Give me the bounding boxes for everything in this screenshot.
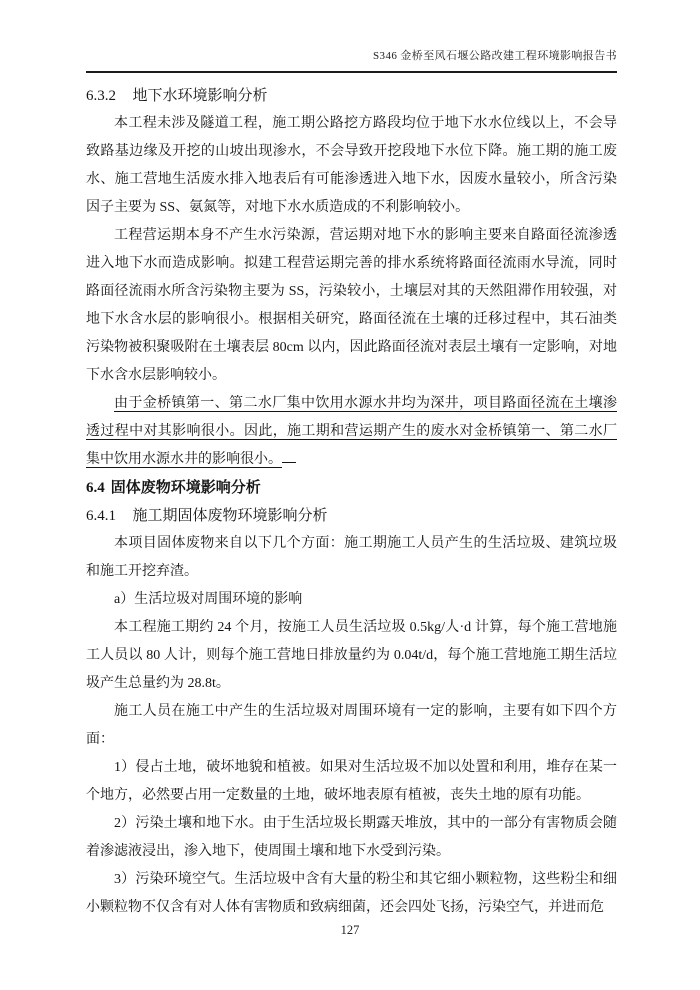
para-impact-intro: 施工人员在施工中产生的生活垃圾对周围环境有一定的影响，主要有如下四个方面： <box>86 704 617 747</box>
section-number: 6.4 <box>86 480 105 496</box>
para-solid-waste-sources: 本项目固体废物来自以下几个方面：施工期施工人员产生的生活垃圾、建筑垃圾和施工开挖弃渣。 <box>86 536 617 579</box>
running-header: S346 金桥至风石堰公路改建工程环境影响报告书 <box>373 50 617 62</box>
page-number: 127 <box>340 923 360 937</box>
section-title: 地下水环境影响分析 <box>132 88 268 104</box>
section-heading-6-4-1 <box>86 502 617 530</box>
para-domestic-waste-heading: a）生活垃圾对周围环境的影响 <box>114 592 303 607</box>
section-heading-6-3-2 <box>86 82 617 110</box>
section-heading-6-4 <box>86 474 617 502</box>
para-groundwater-construction: 本工程未涉及隧道工程，施工期公路挖方路段均位于地下水水位线以上，不会导致路基边缘及开挖的山坡出现渗水，不会导致开挖段地下水位下降。施工期的施工废水、施工营地生活废水排入地表后有可能渗透进入地下水，因废水量较小，所含污染因子主要为 SS、氨氮等，对地下水水质造成的不利影响较小。 <box>86 116 617 215</box>
para-impact-item-3: 3）污染环境空气。生活垃圾中含有大量的粉尘和其它细小颗粒物，这些粉尘和细小颗粒物不仅含有对人体有害物质和致病细菌，还会四处飞扬，污染空气，并进而危 <box>86 872 617 915</box>
section-number: 6.4.1 <box>86 508 116 524</box>
underlined-conclusion-text: 由于金桥镇第一、第二水厂集中饮用水源水井均为深井，项目路面径流在土壤渗透过程中对其影响很小。因此，施工期和营运期产生的废水对金桥镇第一、第二水厂集中饮用水源水井的影响很小。 <box>86 396 617 467</box>
section-title: 施工期固体废物环境影响分析 <box>132 508 328 524</box>
para-groundwater-operation: 工程营运期本身不产生水污染源，营运期对地下水的影响主要来自路面径流渗透进入地下水而造成影响。拟建工程营运期完善的排水系统将路面径流雨水导流，同时路面径流雨水所含污染物主要为 SS，污染较小，土壤层对其的天然阻滞作用较强，对地下水含水层的影响很小。根据相关研究，路面径流在土壤的迁移过程中，其石油类污染物被积聚吸附在土壤表层 80cm 以内，因此路面径流对表层土壤有一定影响，对地下水含水层影响较小。 <box>86 228 617 383</box>
para-impact-item-1: 1）侵占土地，破坏地貌和植被。如果对生活垃圾不加以处置和利用，堆存在某一个地方，必然要占用一定数量的土地，破坏地表原有植被，丧失土地的原有功能。 <box>86 760 617 803</box>
para-water-wells-conclusion <box>86 390 617 474</box>
underline-tail <box>282 448 296 463</box>
para-domestic-waste-quantity: 本工程施工期约 24 个月，按施工人员生活垃圾 0.5kg/人·d 计算，每个施工营地施工人员以 80 人计，则每个施工营地日排放量约为 0.04t/d，每个施工营地施工期生活垃圾产生总量约为 28.8t。 <box>86 620 617 691</box>
section-number: 6.3.2 <box>86 88 116 104</box>
header-rule <box>86 71 617 73</box>
section-title: 固体废物环境影响分析 <box>110 480 261 496</box>
page-content <box>86 82 617 922</box>
para-impact-item-2: 2）污染土壤和地下水。由于生活垃圾长期露天堆放，其中的一部分有害物质会随着渗滤液浸出，渗入地下，使周围土壤和地下水受到污染。 <box>86 816 617 859</box>
